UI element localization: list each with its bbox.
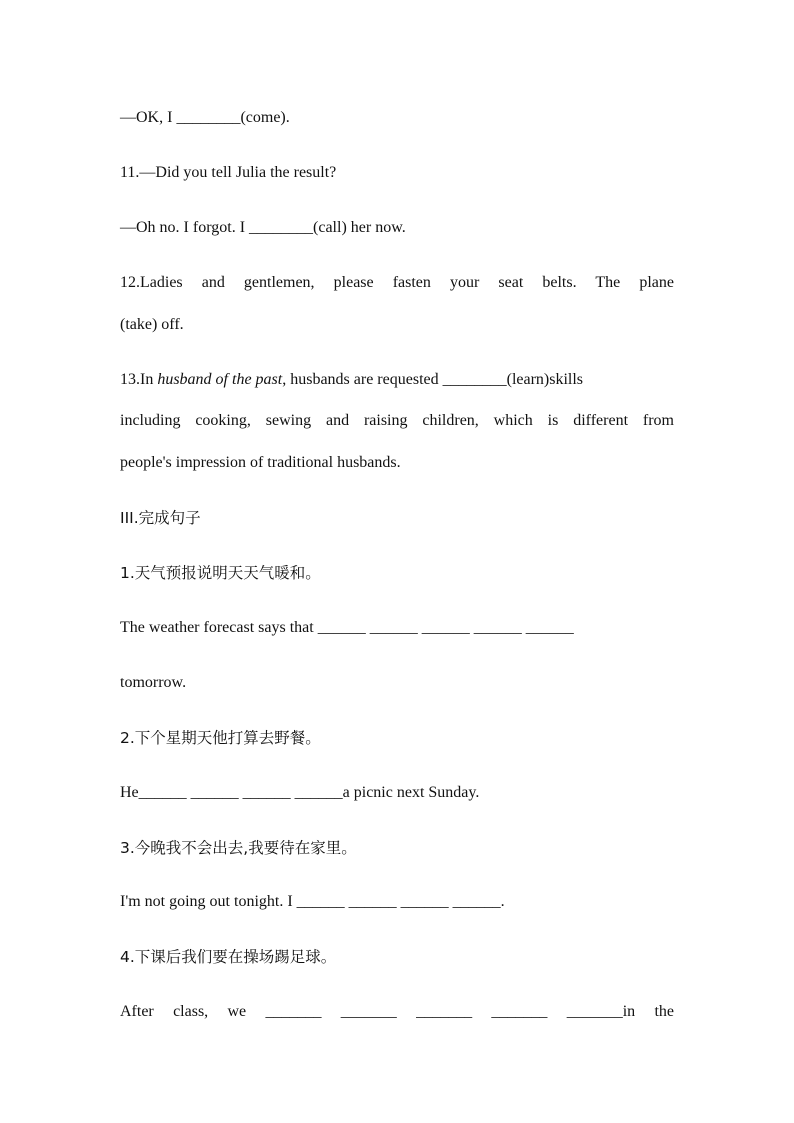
question-12-line-2: (take) off. [120,316,184,333]
question-13-number: 13.In [120,371,154,388]
answer-line-10: —OK, I ________(come). [120,109,290,126]
sentence-4-chinese: 4.下课后我们要在操场踢足球。 [120,948,337,966]
question-13-title: husband of the past [157,371,283,388]
sentence-1-chinese: 1.天气预报说明天天气暖和。 [120,564,321,582]
answer-line-11: —Oh no. I forgot. I ________(call) her now. [120,219,406,236]
sentence-4-english: After class, we _______ _______ _______ _______ _______in the [120,1003,674,1020]
question-11: 11.—Did you tell Julia the result? [120,164,337,181]
question-13-line-3: people's impression of traditional husbands. [120,454,401,471]
sentence-3-english: I'm not going out tonight. I ______ ______ ______ ______. [120,893,505,910]
sentence-1-english: The weather forecast says that ______ ______ ______ ______ ______ [120,619,574,636]
section-heading: III.完成句子 [120,509,201,527]
sentence-1-english-cont: tomorrow. [120,674,187,691]
question-13-line-1 [120,370,674,390]
sentence-3-chinese: 3.今晚我不会出去,我要待在家里。 [120,839,357,857]
question-13-line-2: including cooking, sewing and raising children, which is different from [120,412,674,429]
question-12-line-1: 12.Ladies and gentlemen, please fasten your seat belts. The plane [120,274,674,291]
question-13-text: , husbands are requested ________(learn)skills [282,371,584,388]
sentence-2-english: He______ ______ ______ ______a picnic next Sunday. [120,784,480,801]
sentence-2-chinese: 2.下个星期天他打算去野餐。 [120,729,321,747]
